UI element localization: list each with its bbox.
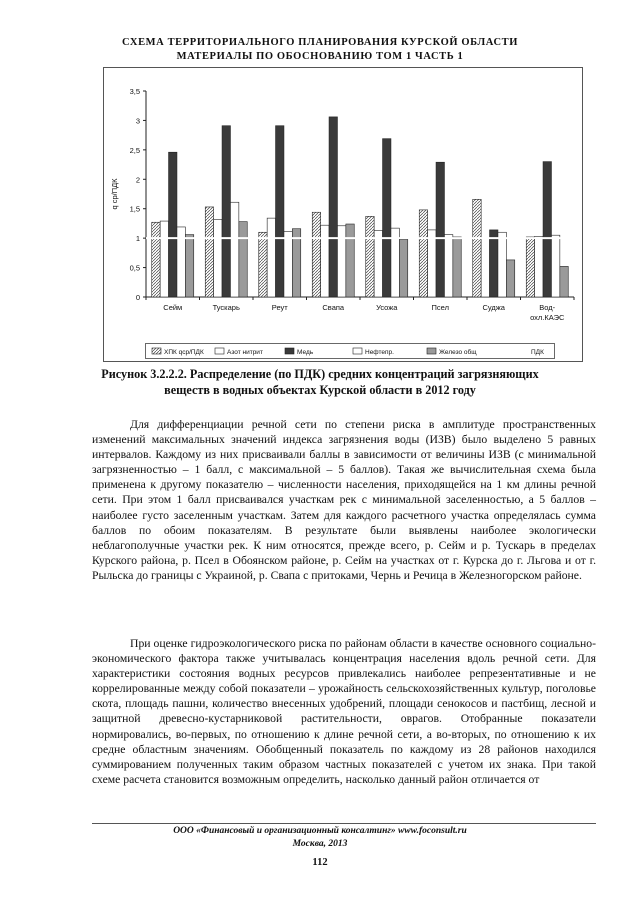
- figure-caption-line2: веществ в водных объектах Курской области в 2012 году: [164, 383, 476, 397]
- bar: [152, 222, 160, 297]
- bar: [551, 235, 559, 297]
- paragraph-text: Для дифференциации речной сети по степени риска в амплитуде пространственных изменений максимальных значений индекса загрязнения воды (ИЗВ) было выделено 5 равных интервалов. Каждому из них присваивали баллы в зависимости от величины ИЗВ (с минимальной загрязненностью – 1 балл, с максимальной – 5 баллов). Такая же вычислительная схема была применена к другому показателю – численности населения, приходящейся на 1 км длины речной сети. При этом 1 балл присваивался участкам рек с минимальной заселенностью, а 5 баллов – наиболее густо заселенным участкам. Затем для каждого расчетного участка определялась сумма баллов по обоим показателям. В результате были выявлены наиболее экологически неблагополучные участки рек. К ним относятся, прежде всего, р. Сейм и р. Тускарь в пределах Курского района, р. Псел в Обоянском районе, р. Сейм на участках от г. Курска до г. Льгова и от г. Рыльска до границы с Украиной, р. Свапа с притоками, Чернь и Речица в Железногорском районе.: [92, 418, 596, 582]
- legend-label: Медь: [297, 349, 314, 356]
- legend-label: ХПК qср/ПДК: [164, 349, 204, 356]
- y-tick-label: 3,5: [129, 87, 140, 96]
- bar: [329, 117, 337, 297]
- category-label: охл.КАЭС: [530, 313, 565, 322]
- bar: [535, 236, 543, 297]
- category-label: Суджа: [482, 303, 505, 312]
- legend-box: [146, 344, 555, 359]
- footer-divider: [92, 823, 596, 824]
- y-tick-label: 3: [135, 116, 140, 126]
- bar: [346, 224, 354, 297]
- legend-label: ПДК: [531, 349, 544, 356]
- bar: [444, 235, 452, 297]
- footer-city-year: Москва, 2013: [292, 839, 348, 849]
- bar: [506, 260, 514, 297]
- legend-swatch: [427, 348, 436, 354]
- bar: [259, 232, 267, 297]
- category-label: Усожа: [376, 303, 398, 312]
- y-tick-label: 0: [135, 293, 140, 302]
- bar: [214, 219, 222, 297]
- legend-label: Азот нитрит: [227, 349, 263, 356]
- bar: [222, 126, 230, 297]
- bar: [230, 202, 238, 297]
- bar: [490, 230, 498, 297]
- bar: [526, 237, 534, 297]
- bar: [436, 162, 444, 297]
- category-label: Реут: [271, 303, 288, 312]
- bar: [498, 232, 506, 297]
- bar: [543, 162, 551, 297]
- y-tick-label: 1: [135, 234, 140, 244]
- y-tick-label: 2,5: [129, 145, 140, 155]
- bar: [399, 239, 407, 297]
- bar: [428, 230, 436, 297]
- body-paragraph-1: [92, 417, 596, 583]
- running-header-title: СХЕМА ТЕРРИТОРИАЛЬНОГО ПЛАНИРОВАНИЯ КУРСКОЙ ОБЛАСТИ: [121, 37, 519, 48]
- bar: [374, 230, 382, 297]
- bar: [205, 207, 213, 297]
- y-tick-label: 2: [135, 175, 140, 185]
- bar: [169, 152, 177, 297]
- bar: [383, 139, 391, 297]
- bar: [453, 237, 461, 297]
- legend-label: Нефтепр.: [365, 349, 394, 356]
- bar: [267, 218, 275, 297]
- running-header-subtitle: МАТЕРИАЛЫ ПО ОБОСНОВАНИЮ ТОМ 1 ЧАСТЬ 1: [176, 51, 464, 62]
- bar: [284, 232, 292, 297]
- bar: [160, 221, 168, 297]
- bar: [419, 210, 427, 297]
- page-number: 112: [312, 857, 328, 868]
- legend-swatch: [353, 348, 362, 354]
- legend-swatch: [215, 348, 224, 354]
- bar: [473, 199, 481, 297]
- bar: [366, 216, 374, 297]
- bar: [481, 238, 489, 297]
- footer-company: ООО «Финансовый и организационный консалтинг» www.foconsult.ru: [173, 826, 467, 836]
- bar: [321, 225, 329, 297]
- body-paragraph-2: [92, 636, 596, 787]
- category-label: Вод-: [539, 303, 556, 312]
- legend-label: Железо общ: [439, 349, 477, 356]
- bar: [560, 266, 568, 297]
- y-tick-label: 0,5: [129, 263, 140, 273]
- y-tick-label: 1,5: [129, 204, 140, 214]
- bar: [185, 235, 193, 297]
- y-axis-label: q ср/ПДК: [110, 178, 119, 210]
- bar: [276, 126, 284, 297]
- category-label: Тускарь: [212, 303, 240, 312]
- bar: [312, 212, 320, 297]
- bar: [239, 222, 247, 297]
- category-label: Свапа: [322, 303, 345, 312]
- paragraph-text: При оценке гидроэкологического риска по районам области в качестве основного социально-экономического фактора также учитывалась концентрация населения вдоль речной сети. Для характеристики состояния водных ресурсов привлекались наиболее репрезентативные и не коррелированные между собой показатели – урожайность сельскохозяйственных культур, поголовье скота, площадь пашни, количество внесенных удобрений, площади сенокосов и пастбищ, лесной и защитной древесно-кустарниковой растительности, оврагов. Отобранные показатели нормировались, во-первых, по отношению к длине речной сети, а во-вторых, по отношению к их средне областным значениям. Обобщенный показатель по каждому из 28 районов находился суммированием полученных таким образом частных показателей с учетом их знака. При такой схеме расчета становится возможным определить, насколько данный район отличается от: [92, 637, 596, 786]
- category-label: Псел: [431, 303, 449, 312]
- figure-caption-line1: Рисунок 3.2.2.2. Распределение (по ПДК) средних концентраций загрязняющих: [101, 367, 539, 381]
- legend-swatch: [285, 348, 294, 354]
- bar: [337, 226, 345, 297]
- legend-swatch: [152, 348, 161, 354]
- category-label: Сейм: [163, 303, 183, 312]
